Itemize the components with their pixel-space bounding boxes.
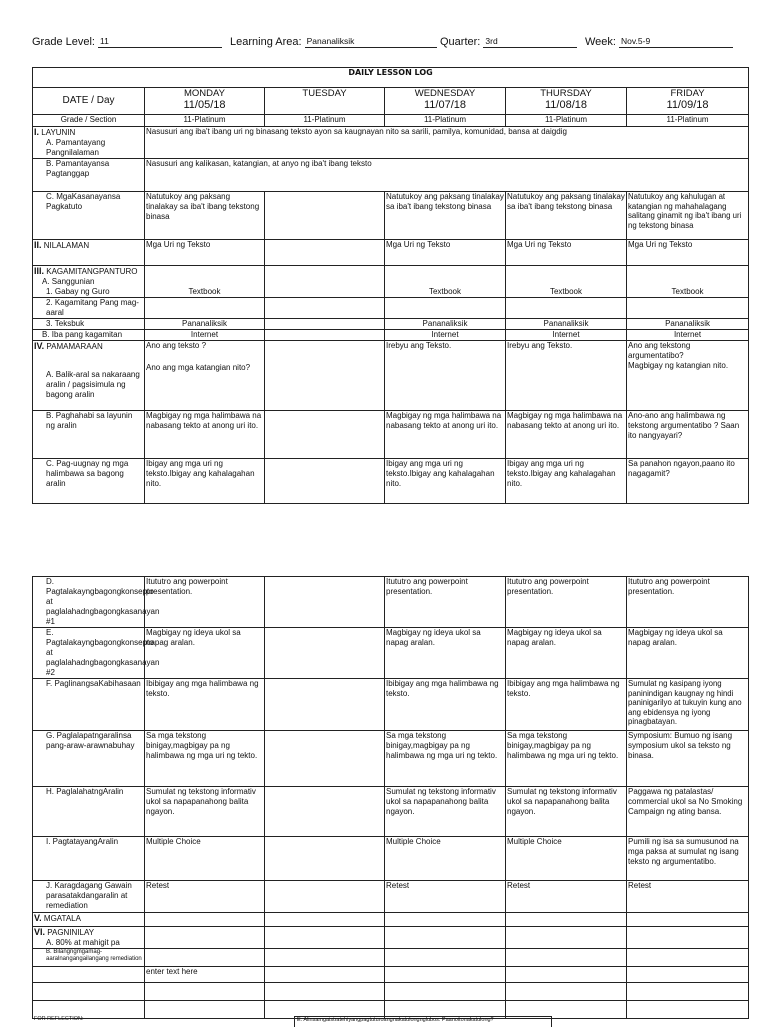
remediation-fri[interactable]: [627, 949, 749, 967]
section-label: KAGAMITANGPANTURO: [46, 267, 138, 276]
kasanayan-wed[interactable]: Natutukoy ang paksang tinalakay sa iba't ibang tekstong binasa: [385, 192, 506, 240]
balik-aral-mon[interactable]: [145, 341, 265, 411]
day-date[interactable]: 11/08/18: [544, 99, 587, 111]
row-label-b: B. Iba pang kagamitan: [42, 330, 123, 339]
pagtalakay-2-fri[interactable]: Magbigay ng ideya ukol sa napag aralan.: [627, 628, 749, 679]
balik-aral-question-1: Ano ang teksto ?: [146, 341, 207, 350]
pagninilay-d-tue[interactable]: [265, 983, 385, 1001]
pagtalakay-2-thu[interactable]: Magbigay ng ideya ukol sa napag aralan.: [506, 628, 627, 679]
row-label-b: B. Pamantayansa Pagtanggap: [46, 159, 110, 178]
mgatala-thu[interactable]: [506, 913, 627, 927]
section-cell[interactable]: 11-Platinum: [506, 115, 627, 127]
gabay-wed[interactable]: Textbook: [385, 266, 506, 298]
paghahabi-mon[interactable]: Magbigay ng mga halimbawa na nabasang tekto at anong uri ito.: [145, 411, 265, 459]
paghahabi-wed[interactable]: Magbigay ng mga halimbawa na nabasang tekto at anong uri ito.: [385, 411, 506, 459]
iba-pang-mon[interactable]: Internet: [145, 330, 265, 341]
pagninilay-d-wed[interactable]: [385, 983, 506, 1001]
section-cell[interactable]: 11-Platinum: [627, 115, 749, 127]
karagdagang-gawain-thu[interactable]: Retest: [506, 881, 627, 913]
pagninilay-d-mon[interactable]: [145, 983, 265, 1001]
row-label-e: E. Pagtalakayngbagongkonsepto at paglalahadngbagongkasanayan #2: [46, 628, 160, 677]
teksbuk-mon[interactable]: Pananaliksik: [145, 319, 265, 330]
paglalapat-tue[interactable]: [265, 731, 385, 787]
remediation-thu[interactable]: [506, 949, 627, 967]
pag-uugnay-label: [33, 459, 145, 504]
paglinang-tue[interactable]: [265, 679, 385, 731]
day-date[interactable]: 11/09/18: [666, 99, 709, 111]
nilalaman-mon[interactable]: Mga Uri ng Teksto: [145, 240, 265, 266]
paglalahat-tue[interactable]: [265, 787, 385, 837]
roman-numeral: VI.: [34, 927, 46, 937]
mgatala-mon[interactable]: [145, 913, 265, 927]
pag-uugnay-thu[interactable]: Ibigay ang mga uri ng teksto.Ibigay ang kahalagahan nito.: [506, 459, 627, 504]
nilalaman-tue[interactable]: [265, 240, 385, 266]
row-label-a3: 3. Teksbuk: [46, 319, 85, 328]
pagninilay-c-label: [33, 967, 145, 983]
teksbuk-wed[interactable]: Pananaliksik: [385, 319, 506, 330]
area-value[interactable]: Pananaliksik: [305, 36, 437, 48]
day-name: WEDNESDAY: [414, 88, 476, 99]
mgatala-label: [33, 913, 145, 927]
kasanayan-label: [33, 192, 145, 240]
kagamitan-label: [33, 266, 145, 298]
mgatala-wed[interactable]: [385, 913, 506, 927]
row-label-j: J. Karagdagang Gawain parasatakdangaralin at remediation: [46, 881, 132, 910]
pagtataya-wed[interactable]: Multiple Choice: [385, 837, 506, 881]
karagdagang-gawain-mon[interactable]: Retest: [145, 881, 265, 913]
mgatala-tue[interactable]: [265, 913, 385, 927]
pagninilay-c-fri[interactable]: [627, 967, 749, 983]
header-area: [230, 36, 437, 48]
paglalapat-thu[interactable]: Sa mga tekstong binigay,magbigay pa ng halimbawa ng mga uri ng tekto.: [506, 731, 627, 787]
pagtalakay-2-tue[interactable]: [265, 628, 385, 679]
row-label-a: A. Balik-aral sa nakaraang aralin / pagsisimula ng bagong aralin: [46, 370, 140, 399]
paglalapat-label: [33, 731, 145, 787]
roman-numeral: IV.: [34, 341, 45, 351]
teksbuk-fri[interactable]: Pananaliksik: [627, 319, 749, 330]
paglalapat-wed[interactable]: Sa mga tekstong binigay,magbigay pa ng halimbawa ng mga uri ng tekto.: [385, 731, 506, 787]
pagtataya-mon[interactable]: Multiple Choice: [145, 837, 265, 881]
pagtataya-tue[interactable]: [265, 837, 385, 881]
teksbuk-tue[interactable]: [265, 319, 385, 330]
day-date[interactable]: 11/05/18: [183, 99, 226, 111]
lesson-log-table-page1: [32, 67, 749, 504]
roman-numeral: II.: [34, 240, 42, 250]
balik-aral-fri[interactable]: [627, 341, 749, 411]
iba-pang-thu[interactable]: Internet: [506, 330, 627, 341]
pagninilay-d-thu[interactable]: [506, 983, 627, 1001]
gabay-thu[interactable]: Textbook: [506, 266, 627, 298]
day-name: THURSDAY: [540, 88, 592, 99]
remediation-tue[interactable]: [265, 949, 385, 967]
paghahabi-thu[interactable]: Magbigay ng mga halimbawa na nabasang tekto at anong uri ito.: [506, 411, 627, 459]
kagamitan-thu[interactable]: [506, 298, 627, 319]
pagninilay-c-tue[interactable]: [265, 967, 385, 983]
iba-pang-tue[interactable]: [265, 330, 385, 341]
row-label-b: B. Paghahabi sa layunin ng aralin: [46, 411, 133, 430]
section-cell[interactable]: 11-Platinum: [145, 115, 265, 127]
paglalapat-mon[interactable]: Sa mga tekstong binigay,magbigay pa ng halimbawa ng mga uri ng tekto.: [145, 731, 265, 787]
row-label-a2: 2. Kagamitang Pang mag-aaral: [46, 298, 139, 317]
quarter-value[interactable]: 3rd: [483, 36, 577, 48]
teksbuk-thu[interactable]: Pananaliksik: [506, 319, 627, 330]
day-date[interactable]: 11/07/18: [423, 99, 466, 111]
day-name: TUESDAY: [302, 88, 347, 99]
kagamitan-mon[interactable]: [145, 298, 265, 319]
paghahabi-label: [33, 411, 145, 459]
balik-aral-wed[interactable]: Irebyu ang Teksto.: [385, 341, 506, 411]
section-label: MGATALA: [43, 914, 81, 923]
pag-uugnay-tue[interactable]: [265, 459, 385, 504]
kasanayan-tue[interactable]: [265, 192, 385, 240]
gabay-fri[interactable]: Textbook: [627, 266, 749, 298]
iba-pang-wed[interactable]: Internet: [385, 330, 506, 341]
nilalaman-fri[interactable]: Mga Uri ng Teksto: [627, 240, 749, 266]
pagninilay-a-thu[interactable]: [506, 927, 627, 949]
pagninilay-d-label: [33, 983, 145, 1001]
remediation-wed[interactable]: [385, 949, 506, 967]
kagamitan-fri[interactable]: [627, 298, 749, 319]
row-label-a: A. Pamantayang Pangnilalaman: [46, 138, 106, 157]
balik-aral-thu[interactable]: Irebyu ang Teksto.: [506, 341, 627, 411]
balik-aral-label: [33, 341, 145, 411]
balik-aral-tue[interactable]: [265, 341, 385, 411]
section-label: LAYUNIN: [41, 128, 76, 137]
nilalaman-label: [33, 240, 145, 266]
gabay-mon[interactable]: Textbook: [145, 266, 265, 298]
header-quarter: [440, 36, 577, 48]
pagninilay-a-tue[interactable]: [265, 927, 385, 949]
iba-pang-fri[interactable]: Internet: [627, 330, 749, 341]
iba-pang-kagamitan-label: [33, 330, 145, 341]
kagamitan-wed[interactable]: [385, 298, 506, 319]
section-label: NILALAMAN: [43, 241, 90, 250]
page-title: DAILY LESSON LOG: [33, 68, 749, 88]
pamantayan-pagtanggap-label: [33, 159, 145, 192]
row-label-b: B. Bilangngmgamag-aaralnangangailangang remediation: [46, 949, 142, 962]
day-col-tuesday: [265, 88, 385, 115]
enter-text-field[interactable]: enter text here: [145, 967, 265, 983]
row-label-c: C. MgaKasanayansa Pagkatuto: [46, 192, 121, 211]
pag-uugnay-fri[interactable]: Sa panahon ngayon,paano ito nagagamit?: [627, 459, 749, 504]
section-cell[interactable]: 11-Platinum: [265, 115, 385, 127]
kasanayan-fri[interactable]: Natutukoy ang kahulugan at katangian ng mahahalagang salitang ginamit ng iba't ibang uri ng tekstong binasa: [627, 192, 749, 240]
paghahabi-fri[interactable]: Ano-ano ang halimbawa ng tekstong argumentatibo ? Saan ito nangyayari?: [627, 411, 749, 459]
teksbuk-label: [33, 319, 145, 330]
grade-section-label: Grade / Section: [33, 115, 145, 127]
kasanayan-mon[interactable]: Natutukoy ang paksang tinalakay sa iba't ibang tekstong binasa: [145, 192, 265, 240]
mgatala-fri[interactable]: [627, 913, 749, 927]
pagninilay-e-mon[interactable]: [145, 1001, 265, 1019]
roman-numeral: I.: [34, 127, 40, 137]
roman-numeral: V.: [34, 913, 42, 923]
pagninilay-c-thu[interactable]: [506, 967, 627, 983]
day-col-wednesday: [385, 88, 506, 115]
row-label-i: I. PagtatayangAralin: [46, 837, 119, 846]
header-grade: [32, 36, 222, 48]
pamantayang-pangnilalaman-text[interactable]: Nasusuri ang iba't ibang uri ng binasang teksto ayon sa kaugnayan nito sa sarili, pamilya, komunidad, bansa at daigdig: [145, 127, 749, 159]
footer-question-e-text: E. Alinsamgaistratehiyangpagtuturoangnakatulongnglubos. Paanoitonakatulong?: [297, 1017, 494, 1023]
pagninilay-d-fri[interactable]: [627, 983, 749, 1001]
paglinang-mon[interactable]: Ibibigay ang mga halimbawa ng teksto.: [145, 679, 265, 731]
pagninilay-label: [33, 927, 145, 949]
paglalahat-wed[interactable]: Sumulat ng tekstong informativ ukol sa napapanahong balita ngayon.: [385, 787, 506, 837]
pagtalakay-1-label: [33, 577, 160, 628]
pagtalakay-2-mon[interactable]: Magbigay ng ideya ukol sa napag aralan.: [145, 628, 265, 679]
footer-question-e: [294, 1016, 552, 1027]
area-label: Learning Area:: [230, 36, 302, 48]
nilalaman-thu[interactable]: Mga Uri ng Teksto: [506, 240, 627, 266]
pagtalakay-2-label: [33, 628, 160, 679]
paglinang-label: [33, 679, 145, 731]
pagtalakay-2-wed[interactable]: Magbigay ng ideya ukol sa napag aralan.: [385, 628, 506, 679]
pag-uugnay-mon[interactable]: Ibigay ang mga uri ng teksto.Ibigay ang kahalagahan nito.: [145, 459, 265, 504]
paglalahat-label: [33, 787, 145, 837]
header-week: [585, 36, 733, 48]
pagninilay-a-wed[interactable]: [385, 927, 506, 949]
paglinang-wed[interactable]: Ibibigay ang mga halimbawa ng teksto.: [385, 679, 506, 731]
layunin-label: [33, 127, 145, 159]
remediation-label: [33, 949, 145, 967]
kagamitan-tue[interactable]: [265, 298, 385, 319]
section-cell[interactable]: 11-Platinum: [385, 115, 506, 127]
grade-value[interactable]: 11: [98, 36, 222, 48]
pagninilay-a-fri[interactable]: [627, 927, 749, 949]
pamantayan-pagtanggap-text[interactable]: Nasusuri ang kalikasan, katangian, at anyo ng iba't ibang teksto: [145, 159, 749, 192]
section-label: PAGNINILAY: [47, 928, 95, 937]
pagtalakay-1-thu[interactable]: Itututro ang powerpoint presentation.: [506, 577, 627, 628]
pagninilay-c-wed[interactable]: [385, 967, 506, 983]
pagtataya-fri[interactable]: Pumili ng isa sa sumusunod na mga paksa at sumulat ng isang teksto ng argumentatibo.: [627, 837, 749, 881]
row-label-c: C. Pag-uugnay ng mga halimbawa sa bagong aralin: [46, 459, 129, 488]
balik-aral-question-2: Ano ang mga katangian nito?: [146, 363, 251, 372]
row-label-h: H. PaglalahatngAralin: [46, 787, 124, 796]
paglinang-thu[interactable]: Ibibigay ang mga halimbawa ng teksto.: [506, 679, 627, 731]
paglalapat-fri[interactable]: Symposium: Bumuo ng isang symposium ukol sa teksto ng binasa.: [627, 731, 749, 787]
day-name: FRIDAY: [670, 88, 705, 99]
footer-reflection: FOR REFLECTION:: [34, 1016, 84, 1022]
kasanayan-thu[interactable]: Natutukoy ang paksang tinalakay sa iba't ibang tekstong binasa: [506, 192, 627, 240]
nilalaman-wed[interactable]: Mga Uri ng Teksto: [385, 240, 506, 266]
row-label-d: D. Pagtalakayngbagongkonsepto at paglalahadngbagongkasanayan #1: [46, 577, 160, 626]
pagtalakay-1-fri[interactable]: Itututro ang powerpoint presentation.: [627, 577, 749, 628]
pagtataya-thu[interactable]: Multiple Choice: [506, 837, 627, 881]
balik-aral-fri-question-2: Magbigay ng katangian nito.: [628, 361, 729, 370]
week-label: Week:: [585, 36, 616, 48]
row-label-a: A. Sanggunian: [42, 277, 95, 286]
row-label-f: F. PaglinangsaKabihasaan: [46, 679, 141, 688]
pagninilay-a-mon[interactable]: [145, 927, 265, 949]
section-label: PAMAMARAAN: [46, 342, 103, 351]
day-name: MONDAY: [184, 88, 225, 99]
date-day-label: DATE / Day: [33, 88, 145, 115]
paglalahat-fri[interactable]: Paggawa ng patalastas/ commercial ukol sa No Smoking Campaign ng ating bansa.: [627, 787, 749, 837]
day-col-thursday: [506, 88, 627, 115]
roman-numeral: III.: [34, 266, 45, 276]
day-col-friday: [627, 88, 749, 115]
remediation-mon[interactable]: [145, 949, 265, 967]
pagninilay-e-fri[interactable]: [627, 1001, 749, 1019]
paglinang-fri[interactable]: Sumulat ng kasipang iyong paninindigan kaugnay ng hindi paninigarilyo at tukuyin kung ano ang ebidensya ng iyong pinagbatayan.: [627, 679, 749, 731]
paglalahat-thu[interactable]: Sumulat ng tekstong informativ ukol sa napapanahong balita ngayon.: [506, 787, 627, 837]
grade-label: Grade Level:: [32, 36, 95, 48]
karagdagang-gawain-label: [33, 881, 145, 913]
day-col-monday: [145, 88, 265, 115]
gabay-tue[interactable]: [265, 266, 385, 298]
pagtalakay-1-tue[interactable]: [265, 577, 385, 628]
week-value[interactable]: Nov.5-9: [619, 36, 733, 48]
quarter-label: Quarter:: [440, 36, 481, 48]
row-label-g: G. Paglalapatngaralinsa pang-araw-arawnabuhay: [46, 731, 135, 750]
pagtalakay-1-wed[interactable]: Itututro ang powerpoint presentation.: [385, 577, 506, 628]
pagtataya-label: [33, 837, 145, 881]
kagamitan-pang-mag-aaral-label: [33, 298, 145, 319]
row-label-a: A. 80% at mahigit pa: [46, 938, 120, 947]
pagtalakay-1-mon[interactable]: Itututro ang powerpoint presentation.: [145, 577, 265, 628]
paglalahat-mon[interactable]: Sumulat ng tekstong informativ ukol sa napapanahong balita ngayon.: [145, 787, 265, 837]
lesson-log-table-page2: [32, 576, 749, 1019]
karagdagang-gawain-wed[interactable]: Retest: [385, 881, 506, 913]
paghahabi-tue[interactable]: [265, 411, 385, 459]
balik-aral-fri-question-1: Ano ang tekstong argumentatibo?: [628, 341, 691, 360]
karagdagang-gawain-tue[interactable]: [265, 881, 385, 913]
karagdagang-gawain-fri[interactable]: Retest: [627, 881, 749, 913]
pag-uugnay-wed[interactable]: Ibigay ang mga uri ng teksto.Ibigay ang kahalagahan nito.: [385, 459, 506, 504]
row-label-a1: 1. Gabay ng Guro: [46, 287, 110, 296]
